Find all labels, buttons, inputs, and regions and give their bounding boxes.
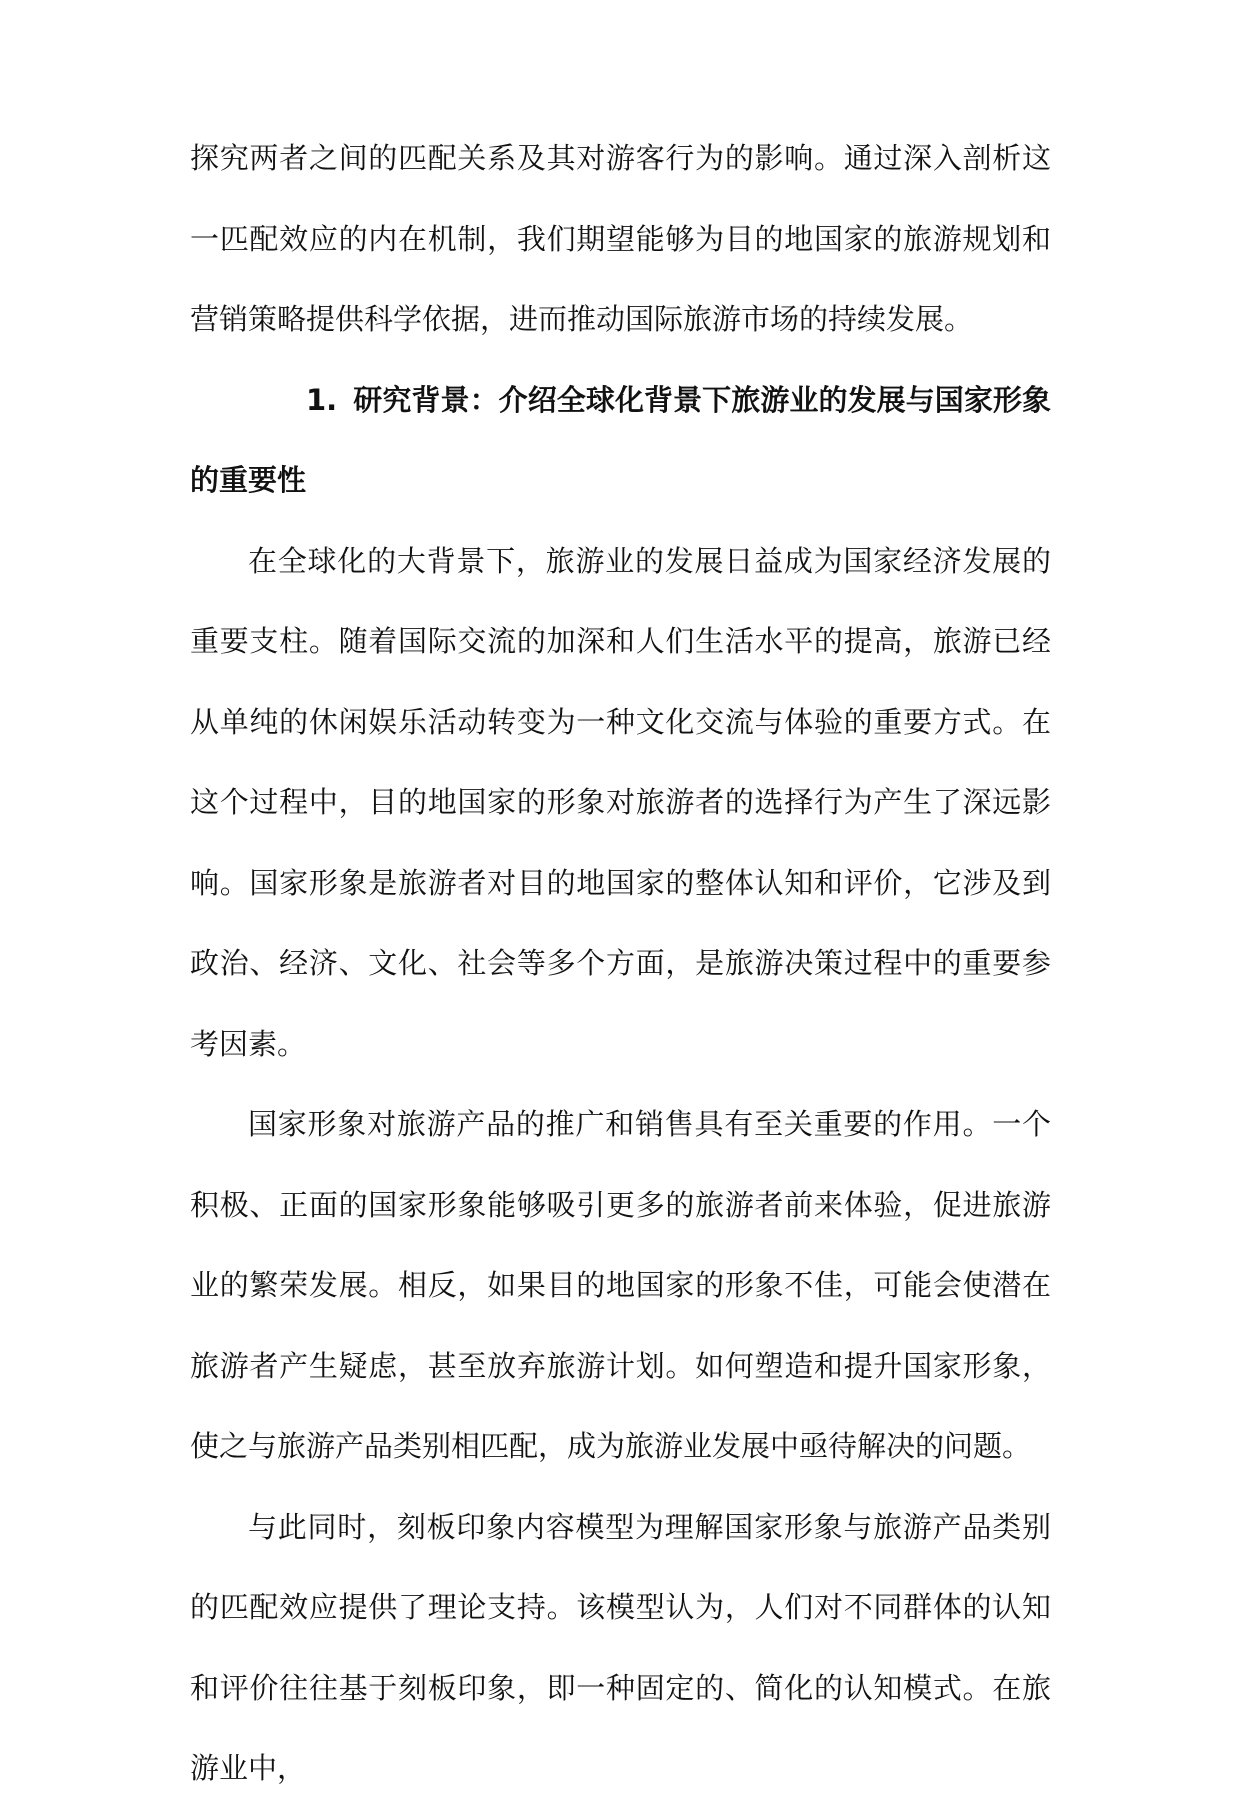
body-paragraph-3: 与此同时，刻板印象内容模型为理解国家形象与旅游产品类别的匹配效应提供了理论支持。该模型认为，人们对不同群体的认知和评价往往基于刻板印象，即一种固定的、简化的认知模式。在旅游业中， xyxy=(190,1509,1051,1785)
body-paragraph-1: 在全球化的大背景下，旅游业的发展日益成为国家经济发展的重要支柱。随着国际交流的加深和人们生活水平的提高，旅游已经从单纯的休闲娱乐活动转变为一种文化交流与体验的重要方式。在这个过程中，目的地国家的形象对旅游者的选择行为产生了深远影响。国家形象是旅游者对目的地国家的整体认知和评价，它涉及到政治、经济、文化、社会等多个方面，是旅游决策过程中的重要参考因素。 xyxy=(190,543,1051,1061)
intro-paragraph: 探究两者之间的匹配关系及其对游客行为的影响。通过深入剖析这一匹配效应的内在机制，我们期望能够为目的地国家的旅游规划和营销策略提供科学依据，进而推动国际旅游市场的持续发展。 xyxy=(190,141,1051,336)
body-paragraph-2: 国家形象对旅游产品的推广和销售具有至关重要的作用。一个积极、正面的国家形象能够吸引更多的旅游者前来体验，促进旅游业的繁荣发展。相反，如果目的地国家的形象不佳，可能会使潜在旅游者产生疑虑，甚至放弃旅游计划。如何塑造和提升国家形象，使之与旅游产品类别相匹配，成为旅游业发展中亟待解决的问题。 xyxy=(190,1107,1051,1463)
document-page xyxy=(190,118,1051,1809)
section-heading xyxy=(190,360,1051,521)
section-title: 研究背景：介绍全球化背景下旅游业的发展与国家形象的重要性 xyxy=(190,382,1051,497)
section-number: 1. xyxy=(306,382,338,417)
